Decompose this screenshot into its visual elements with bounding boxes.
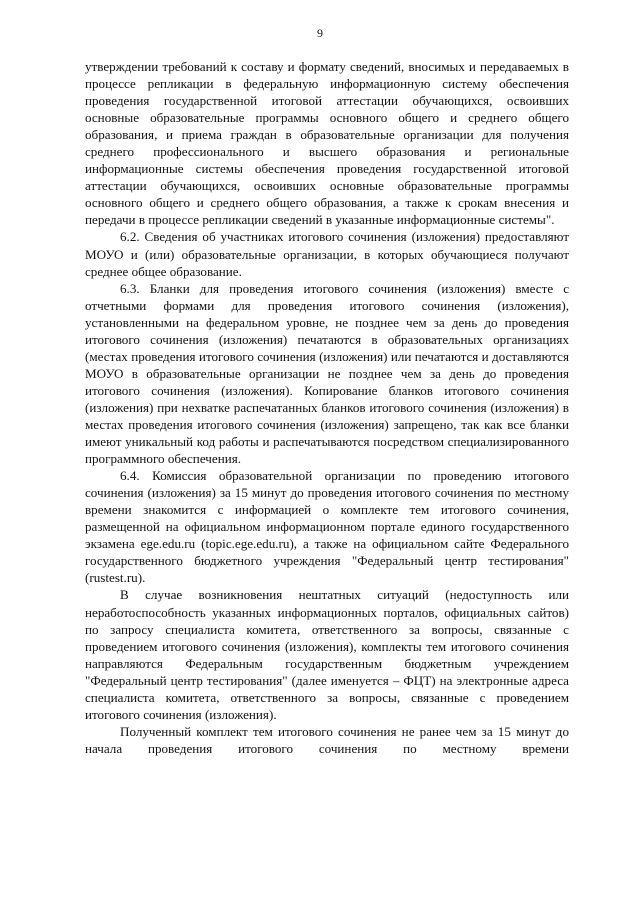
paragraph-6-2: 6.2. Сведения об участниках итогового сочинения (изложения) предоставляют МОУО и (или) образовательные организации, в которых обучающиеся получают среднее общее образование.	[85, 229, 569, 279]
paragraph-6-3: 6.3. Бланки для проведения итогового сочинения (изложения) вместе с отчетными формами для проведения итогового сочинения (изложения), установленными на федеральном уровне, не позднее чем за день до проведения итогового сочинения (изложения) печатаются в образовательных организациях (местах проведения итогового сочинения (изложения) или печатаются и доставляются МОУО в образовательные организации не позднее чем за день до проведения итогового сочинения (изложения). Копирование бланков итогового сочинения (изложения) при нехватке распечатанных бланков итогового сочинения (изложения) в местах проведения итогового сочинения (изложения) запрещено, так как все бланки имеют уникальный код работы и распечатываются посредством специализированного программного обеспечения.	[85, 280, 569, 467]
paragraph-6-4: 6.4. Комиссия образовательной организации по проведению итогового сочинения (изложения) за 15 минут до проведения итогового сочинения по местному времени знакомится с информацией о комплекте тем итогового сочинения, размещенной на официальном информационном портале единого государственного экзамена ege.edu.ru (topic.ege.edu.ru), а также на официальном сайте Федерального государственного бюджетного учреждения "Федеральный центр тестирования" (rustest.ru).	[85, 468, 569, 586]
document-body	[85, 58, 569, 757]
paragraph-continuation: утверждении требований к составу и формату сведений, вносимых и передаваемых в процессе репликации в федеральную информационную систему обеспечения проведения государственной итоговой аттестации обучающихся, освоивших основные образовательные программы основного общего и среднего общего образования, и приема граждан в образовательные организации для получения среднего профессионального и высшего образования и региональные информационные системы обеспечения проведения государственной итоговой аттестации обучающихся, освоивших основные образовательные программы основного общего и среднего общего образования, а также к срокам внесения и передачи в процессе репликации сведений в указанные информационные системы".	[85, 59, 569, 228]
paragraph-received-topics: Полученный комплект тем итогового сочинения не ранее чем за 15 минут до начала проведения итогового сочинения по местному времени	[85, 723, 569, 756]
paragraph-emergency-situations: В случае возникновения нештатных ситуаций (недоступность или неработоспособность указанных информационных порталов, официальных сайтов) по запросу специалиста комитета, ответственного за вопросы, связанные с проведением итогового сочинения (изложения), комплекты тем итогового сочинения направляются Федеральным государственным бюджетным учреждением "Федеральный центр тестирования" (далее именуется – ФЦТ) на электронные адреса специалиста комитета, ответственного за вопросы, связанные с проведением итогового сочинения (изложения).	[85, 587, 569, 722]
page-number: 9	[317, 26, 323, 40]
